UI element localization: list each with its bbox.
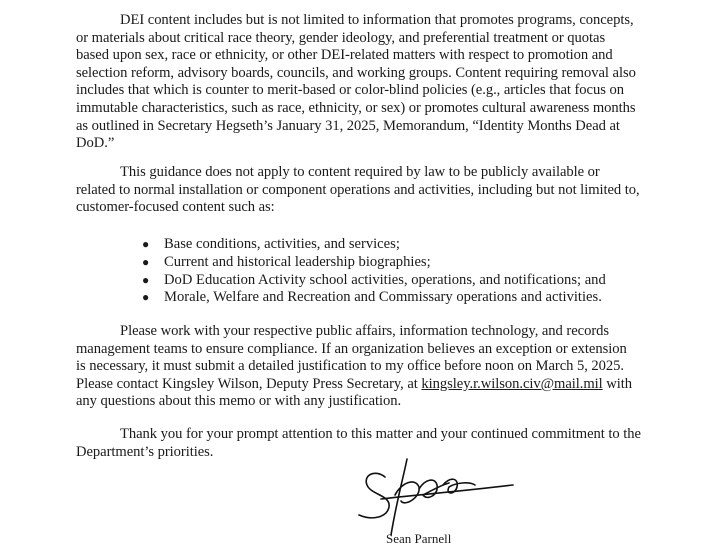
contact-prefix: Please contact Kingsley Wilson, Deputy Press Secretary, at <box>76 375 422 392</box>
handwritten-signature <box>345 455 515 537</box>
text-line: or materials about critical race theory, gender ideology, and preferential treatment or quotas <box>76 29 606 46</box>
list-item-text: Morale, Welfare and Recreation and Commissary operations and activities. <box>164 289 602 306</box>
text-line: related to normal installation or component operations and activities, including but not limited to, <box>76 181 640 198</box>
contact-email-link[interactable]: kingsley.r.wilson.civ@mail.mil <box>421 375 603 392</box>
text-line: any questions about this memo or with any justification. <box>76 393 402 410</box>
list-item <box>138 254 698 272</box>
paragraph-guidance-exceptions <box>76 164 696 217</box>
contact-line <box>76 376 696 394</box>
text-line: DoD.” <box>76 135 115 152</box>
signer-name: Sean Parnell <box>386 531 452 546</box>
paragraph-compliance <box>76 323 696 411</box>
exception-bullet-list <box>138 236 698 307</box>
bullet-icon: ● <box>142 237 150 251</box>
paragraph-dei-content <box>76 12 696 153</box>
text-line: management teams to ensure compliance. If an organization believes an exception or extension <box>76 340 627 357</box>
list-item-text: Current and historical leadership biographies; <box>164 253 431 270</box>
text-line: customer-focused content such as: <box>76 199 275 216</box>
text-line: based upon sex, race or ethnicity, or other DEI-related matters with respect to promotion and <box>76 47 613 64</box>
list-item <box>138 236 698 254</box>
text-line: Thank you for your prompt attention to this matter and your continued commitment to the <box>120 426 641 442</box>
text-line: is necessary, it must submit a detailed justification to my office before noon on March 5, 2025. <box>76 358 625 375</box>
text-line: immutable characteristics, such as race, ethnicity, or sex) or promotes cultural awareness months <box>76 99 636 116</box>
list-item-text: Base conditions, activities, and services; <box>164 236 400 252</box>
text-line: includes that which is counter to merit-based or color-blind policies (e.g., articles that focus on <box>76 82 624 99</box>
bullet-icon: ● <box>142 290 150 305</box>
contact-suffix: with <box>602 375 633 392</box>
list-item-text: DoD Education Activity school activities, operations, and notifications; and <box>164 271 606 288</box>
text-line: selection reform, advisory boards, councils, and working groups. Content requiring removal also <box>76 64 636 81</box>
text-line: This guidance does not apply to content required by law to be publicly available or <box>120 164 600 180</box>
list-item <box>138 289 698 307</box>
text-line: DEI content includes but is not limited to information that promotes programs, concepts, <box>120 12 634 28</box>
bullet-icon: ● <box>142 254 150 269</box>
text-line: Department’s priorities. <box>76 443 214 460</box>
bullet-icon: ● <box>142 272 150 287</box>
text-line: Please work with your respective public affairs, information technology, and records <box>120 323 610 339</box>
list-item <box>138 272 698 290</box>
text-line: as outlined in Secretary Hegseth’s January 31, 2025, Memorandum, “Identity Months Dead at <box>76 117 620 134</box>
